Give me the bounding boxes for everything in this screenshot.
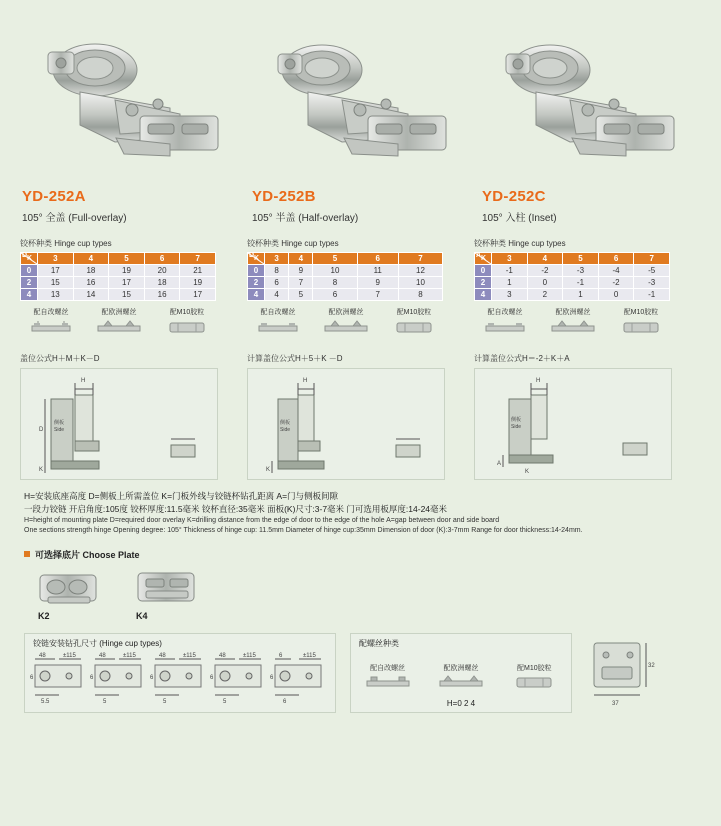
table-row [475,289,670,301]
col-head: 5 [109,253,145,265]
drill-panel-title: 铰链安装钻孔尺寸 (Hinge cup types) [33,638,162,648]
cup-table-b [247,238,464,335]
col-head: 6 [357,253,398,265]
table-cell: -1 [563,277,599,289]
diagram-b [247,353,464,480]
svg-text:K: K [525,469,530,475]
svg-text:±115: ±115 [243,652,256,659]
col-head: 7 [634,253,670,265]
col-head: 3 [265,253,289,265]
svg-text:侧板: 侧板 [511,417,522,423]
screw-icon [20,319,82,335]
table-cell: 9 [357,277,398,289]
screw-option [542,307,604,335]
product-subtitle: 105° 半盖 (Half-overlay) [252,213,359,224]
diagram-row [0,335,721,480]
screw-icon [383,319,445,335]
svg-text:6: 6 [210,674,214,681]
table-caption: 铰杯种类 Hinge cup types [20,239,112,248]
svg-text:Side: Side [280,427,291,433]
table-cell: 8 [398,289,442,301]
table-cell: -3 [634,277,670,289]
svg-text:5: 5 [163,698,167,705]
col-head: 7 [180,253,216,265]
row-head: 2 [21,277,38,289]
hinge-cup-table [474,252,670,301]
screw-icon [610,319,672,335]
row-head: 2 [248,277,265,289]
screw-icon [88,319,150,335]
col-head: 6 [144,253,180,265]
screw-type [357,663,419,691]
screw-type-label: 配M10胶粒 [517,664,552,672]
row-head: 0 [248,265,265,277]
table-cell: 8 [313,277,357,289]
corner-label-k: K [27,255,33,262]
choose-plate-heading-row [24,548,701,561]
svg-text:±115: ±115 [303,652,316,659]
row-head: 4 [475,289,492,301]
corner-label-a: A [476,252,482,259]
diagram-a [20,353,237,480]
screw-option [20,307,82,335]
table-cell: 14 [73,289,109,301]
table-cell: -1 [634,289,670,301]
table-cell: 13 [38,289,74,301]
screw-types-panel [350,633,572,713]
product-title: YD-252B [252,188,316,205]
notes-block [0,480,721,536]
table-cell: 19 [180,277,216,289]
table-row [248,265,443,277]
row-head: 4 [21,289,38,301]
formula-c: 计算盖位公式H＝-2＋K＋A [474,354,570,363]
cup-table-c [474,238,691,335]
screw-options [474,307,691,335]
plate-item-k4 [132,567,202,621]
hinge-image-a [20,30,240,180]
svg-text:±115: ±115 [123,652,136,659]
table-caption: 铰杯种类 Hinge cup types [247,239,339,248]
col-head: 4 [73,253,109,265]
table-cell: 7 [289,277,313,289]
screw-type [503,663,565,691]
svg-text:6: 6 [90,674,94,681]
product-yd-252b [250,30,470,224]
row-head: 0 [21,265,38,277]
row-head: 0 [475,265,492,277]
choose-plate-section [0,536,721,621]
row-head: 4 [248,289,265,301]
table-cell: 5 [289,289,313,301]
table-row [248,277,443,289]
screw-label: 配自改螺丝 [33,309,69,316]
svg-text:±115: ±115 [183,652,196,659]
screw-option [247,307,309,335]
svg-text:H: H [303,378,308,384]
diagram-box-a [20,368,218,480]
col-head: 6 [598,253,634,265]
screw-option [474,307,536,335]
table-row [21,265,216,277]
drill-cell [269,651,329,707]
screw-icon [315,319,377,335]
diagram-box-c [474,368,672,480]
screw-label: 配欧洲螺丝 [101,309,137,316]
svg-text:5.5: 5.5 [41,698,50,705]
svg-text:A: A [497,461,502,467]
svg-text:Side: Side [54,427,65,433]
dim-top-left: 48 [39,652,46,659]
screw-label: 配M10胶粒 [623,309,659,316]
drill-cell [209,651,269,707]
product-title: YD-252A [22,188,86,205]
screw-icon [542,319,604,335]
table-cell: 8 [265,265,289,277]
diagram-box-b [247,368,445,480]
screw-options [20,307,237,335]
table-row [21,277,216,289]
table-cell: 21 [180,265,216,277]
table-cell: 15 [109,289,145,301]
plate-image-k2 [34,567,104,609]
table-row [475,277,670,289]
table-header-row [21,253,216,265]
product-yd-252c [480,30,700,224]
product-subtitle: 105° 入柱 (Inset) [482,213,557,224]
svg-text:K: K [266,467,271,473]
svg-text:48: 48 [99,652,106,659]
screw-label: 配自改螺丝 [487,309,523,316]
table-cell: 0 [598,289,634,301]
table-cell: 16 [73,277,109,289]
corner-label-d: D [22,252,28,259]
svg-text:6: 6 [279,652,283,659]
product-row [0,0,721,224]
plate-dimension-panel [586,633,656,711]
table-cell: -1 [492,265,528,277]
table-cell: 10 [398,277,442,289]
table-cell: -4 [598,265,634,277]
svg-text:Side: Side [511,424,522,430]
bullet-square-icon [24,551,30,557]
screw-label: 配M10胶粒 [169,309,205,316]
table-row [475,265,670,277]
table-corner-cell [248,253,265,265]
table-cell: 18 [144,277,180,289]
table-cell: 11 [357,265,398,277]
table-cell: 9 [289,265,313,277]
screw-icon [474,319,536,335]
screw-icon [156,319,218,335]
screw-types-row [351,649,571,691]
choose-plate-heading: 可选择底片 Choose Plate [35,549,140,560]
svg-text:H: H [81,378,86,384]
table-cell: 1 [563,289,599,301]
table-cell: 16 [144,289,180,301]
svg-text:H: H [536,378,541,384]
corner-label-k: K [481,255,487,262]
table-caption: 铰杯种类 Hinge cup types [474,239,566,248]
screw-icon [247,319,309,335]
table-cell: -2 [598,277,634,289]
table-cell: 7 [357,289,398,301]
screw-option [88,307,150,335]
svg-text:48: 48 [219,652,226,659]
svg-text:6: 6 [283,698,287,705]
drill-cell [149,651,209,707]
note-cn-2: 一段力铰链 开启角度:105度 铰杯厚度:11.5毫米 铰杯直径:35毫米 面板(K)尺寸:3-7毫米 门可选用板厚度:14-24毫米 [24,503,448,514]
table-header-row [248,253,443,265]
table-corner-cell [475,253,492,265]
table-cell: 0 [527,277,563,289]
svg-text:5: 5 [223,698,227,705]
table-cell: 6 [313,289,357,301]
screw-type-label: 配欧洲螺丝 [443,664,479,672]
table-cell: 6 [265,277,289,289]
table-cell: 17 [109,277,145,289]
col-head: 4 [527,253,563,265]
choose-plate-items [34,567,701,621]
screw-label: 配M10胶粒 [396,309,432,316]
screw-type [430,663,492,691]
screw-label: 配欧洲螺丝 [555,309,591,316]
drill-cells [25,649,335,709]
svg-text:5: 5 [103,698,107,705]
table-cell: 17 [180,289,216,301]
svg-text:48: 48 [159,652,166,659]
hinge-image-b [250,30,470,180]
corner-label-k: K [254,255,260,262]
screw-option [383,307,445,335]
screw-option [610,307,672,335]
table-cell: 10 [313,265,357,277]
product-title: YD-252C [482,188,546,205]
hinge-image-c [480,30,700,180]
table-row [248,289,443,301]
screw-option [315,307,377,335]
corner-label-d: D [249,252,255,259]
hinge-cup-table [20,252,216,301]
note-en-2: One sections strength hinge Opening degree: 105° Thickness of hinge cup: 11.5mm Diameter of hinge cup:35mm Dimension of door (K):3-7mm Range for door thickness:14-24mm. [24,526,583,534]
table-cell: 20 [144,265,180,277]
cup-table-a [20,238,237,335]
svg-text:32: 32 [648,662,655,669]
table-cell: -2 [527,265,563,277]
plate-item-k2 [34,567,104,621]
screw-panel-title: 配螺丝种类 [359,638,399,648]
table-cell: 18 [73,265,109,277]
table-corner-cell [21,253,38,265]
product-subtitle: 105° 全盖 (Full-overlay) [22,213,127,224]
table-cell: -3 [563,265,599,277]
formula-a: 盖位公式H＋M＋K－D [20,354,100,363]
screw-label: 配自改螺丝 [260,309,296,316]
h-values: H=0 2 4 [446,698,476,708]
table-cell: 1 [492,277,528,289]
screw-type-label: 配自改螺丝 [370,664,406,672]
note-en-1: H=height of mounting plate D=required door overlay K=drilling distance from the edge of door to the edge of the hole A=gap between door and side board [24,516,500,524]
svg-text:侧板: 侧板 [280,420,291,426]
screw-option [156,307,218,335]
note-cn-1: H=安装底座高度 D=侧板上所需盖位 K=门板外线与铰链杯钻孔距离 A=门与侧板间隙 [24,491,339,501]
col-head: 3 [38,253,74,265]
col-head: 5 [563,253,599,265]
formula-b: 计算盖位公式H＋5＋K －D [247,354,343,363]
table-cell: 12 [398,265,442,277]
svg-text:6: 6 [30,674,34,681]
plate-label: K2 [38,610,50,621]
svg-text:6: 6 [270,674,274,681]
svg-text:K: K [39,467,44,473]
table-cell: 4 [265,289,289,301]
svg-text:±115: ±115 [63,652,76,659]
svg-text:侧板: 侧板 [54,420,65,426]
row-head: 2 [475,277,492,289]
table-cell: -5 [634,265,670,277]
drill-cell [89,651,149,707]
bottom-panels [0,621,721,713]
product-yd-252a [20,30,240,224]
screw-label: 配欧洲螺丝 [328,309,364,316]
table-cell: 3 [492,289,528,301]
col-head: 5 [313,253,357,265]
screw-options [247,307,464,335]
hinge-cup-table [247,252,443,301]
plate-image-k4 [132,567,202,609]
drill-dimensions-panel [24,633,336,713]
table-header-row [475,253,670,265]
svg-text:6: 6 [150,674,154,681]
table-cell: 15 [38,277,74,289]
table-cell: 2 [527,289,563,301]
table-cell: 17 [38,265,74,277]
table-row [21,289,216,301]
plate-label: K4 [136,610,148,621]
svg-text:37: 37 [612,700,619,707]
col-head: 3 [492,253,528,265]
col-head: 4 [289,253,313,265]
drill-cell [29,651,89,707]
svg-text:D: D [39,427,44,433]
col-head: 7 [398,253,442,265]
diagram-c [474,353,691,480]
cup-tables-row [0,224,721,335]
table-cell: 19 [109,265,145,277]
